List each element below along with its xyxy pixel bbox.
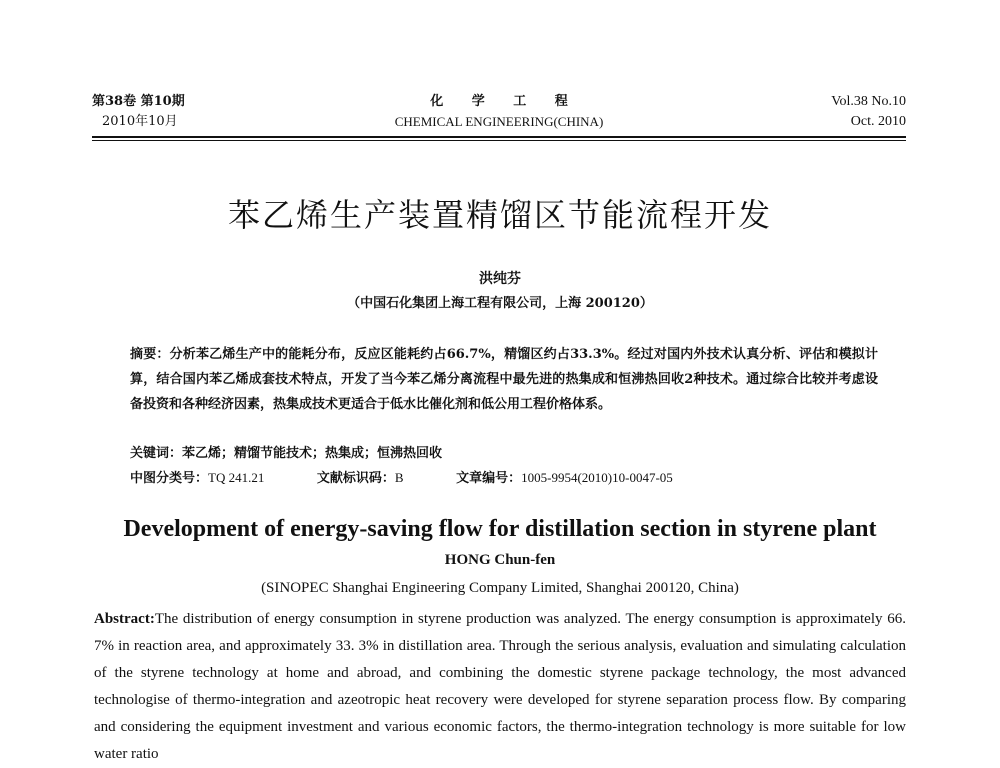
keywords-cn (130, 442, 878, 466)
keywords-text: 苯乙烯；精馏节能技术；热集成；恒沸热回收 (182, 446, 443, 461)
article-no-value: 1005-9954(2010)10-0047-05 (521, 470, 673, 485)
article-no-label: 文章编号： (456, 471, 522, 486)
journal-name-cn: 化 学 工 程 (430, 94, 580, 109)
header-rule-thick (92, 136, 906, 138)
abstract-cn (130, 342, 878, 417)
clc-item (130, 466, 264, 491)
doc-code-label: 文献标识码： (316, 471, 395, 486)
article-no-item (456, 466, 673, 491)
title-en: Development of energy-saving flow for distillation section in styrene plant (123, 516, 877, 542)
title-cn: 苯乙烯生产装置精馏区节能流程开发 (227, 196, 772, 234)
author-cn: 洪纯芬 (479, 271, 521, 287)
header-rule-thin (92, 140, 906, 141)
header-right-date: Oct. 2010 (850, 114, 906, 129)
doc-code-item (317, 466, 404, 491)
clc-value: TQ 241.21 (208, 470, 265, 485)
header-center (92, 92, 906, 132)
header-right-issue: Vol.38 No.10 (831, 94, 906, 109)
affiliation-cn: （中国石化集团上海工程有限公司，上海 200120） (347, 296, 653, 311)
header-right (831, 92, 906, 132)
abstract-cn-label: 摘要： (130, 347, 170, 362)
author-en: HONG Chun-fen (444, 552, 556, 568)
header-left-date: 2010年10月 (102, 114, 178, 129)
doc-code-value: B (394, 470, 404, 485)
keywords-label: 关键词： (130, 446, 183, 461)
running-header (92, 92, 906, 132)
clc-label: 中图分类号： (130, 471, 209, 486)
abstract-en-text: The distribution of energy consumption in styrene production was analyzed. The energy consumption is approximately 66. 7% in reaction area, and approximately 33. 3% in distillation area. Through the serious analysis, evaluation and simulating calculation of the styrene technology at home and abroad, and combining the domestic styrene package technology, the most advanced technologise of thermo-integration and azeotropic heat recovery were developed for styrene separation process flow. By comparing and considering the equipment investment and various economic factors, the thermo-integration technology is more suitable for low water ratio (94, 611, 906, 762)
abstract-en (94, 606, 906, 768)
affiliation-en: (SINOPEC Shanghai Engineering Company Limited, Shanghai 200120, China) (261, 580, 739, 596)
abstract-en-label: Abstract: (94, 611, 155, 627)
classification-line (130, 466, 878, 491)
abstract-cn-text: 分析苯乙烯生产中的能耗分布，反应区能耗约占66.7%，精馏区约占33.3%。经过对国内外技术认真分析、评估和模拟计算，结合国内苯乙烯成套技术特点，开发了当今苯乙烯分离流程中最先进的热集成和恒沸热回收2种技术。通过综合比较并考虑设备投资和各种经济因素，热集成技术更适合于低水比催化剂和低公用工程价格体系。 (130, 347, 878, 412)
header-left-issue: 第38卷 第10期 (92, 94, 185, 109)
journal-name-en: CHEMICAL ENGINEERING(CHINA) (394, 114, 604, 129)
